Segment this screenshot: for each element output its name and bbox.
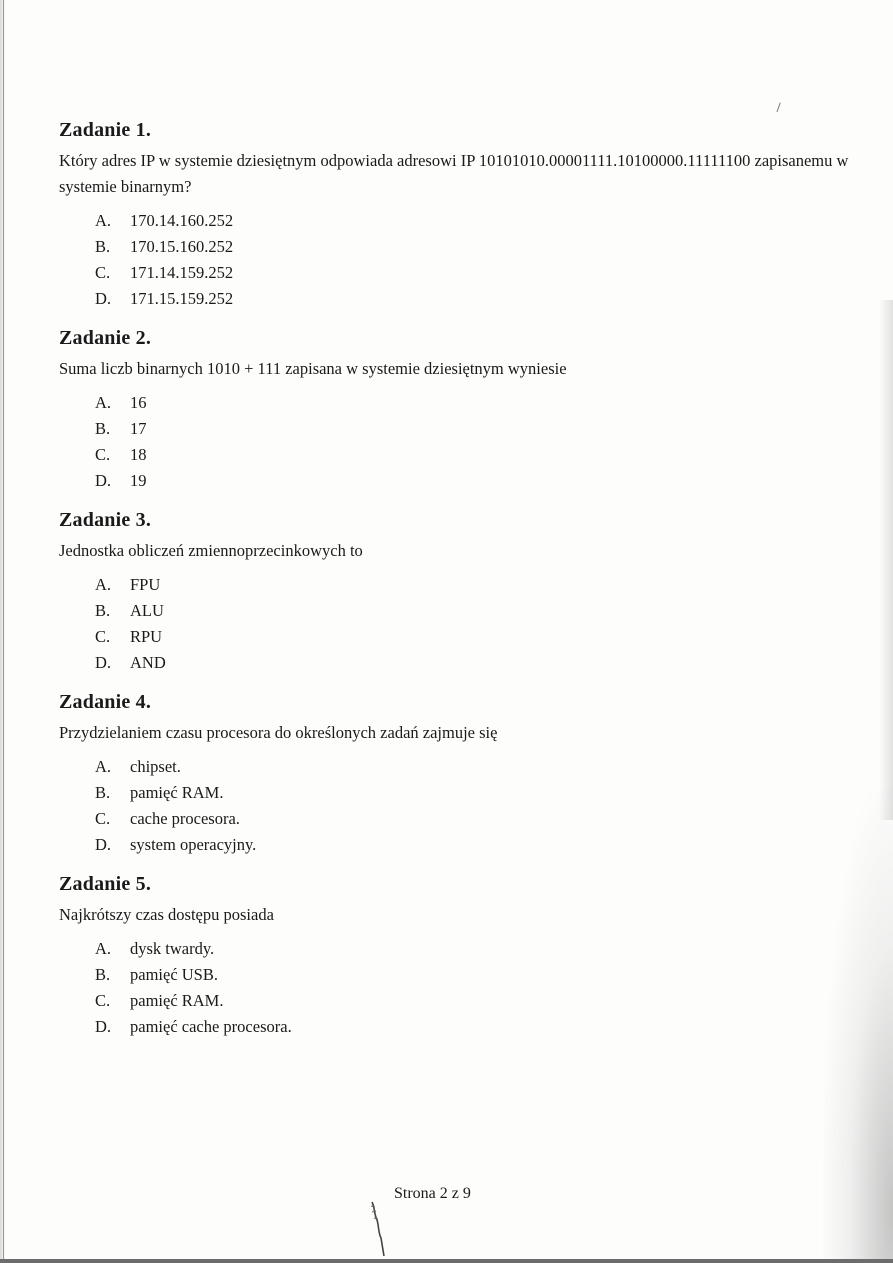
task-title: Zadanie 1. xyxy=(59,119,152,141)
answer-option-d xyxy=(95,286,859,312)
answer-option-a xyxy=(95,572,859,598)
option-text: cache procesora. xyxy=(130,809,240,828)
option-letter: D. xyxy=(95,1017,112,1036)
answer-option-a xyxy=(95,390,859,416)
task-title: Zadanie 2. xyxy=(59,327,152,349)
answer-option-c xyxy=(95,624,859,650)
answer-option-b xyxy=(95,780,859,806)
option-text: 171.14.159.252 xyxy=(130,263,234,282)
option-letter: C. xyxy=(95,627,111,646)
task-title: Zadanie 3. xyxy=(59,509,152,531)
option-text: FPU xyxy=(130,575,161,594)
task-question: Przydzielaniem czasu procesora do określonych zadań zajmuje się xyxy=(59,723,498,742)
answer-option-a xyxy=(95,936,859,962)
option-text: RPU xyxy=(130,627,163,646)
option-text: 171.15.159.252 xyxy=(130,289,234,308)
option-letter: A. xyxy=(95,575,112,594)
task-question: Który adres IP w systemie dziesiętnym odpowiada adresowi IP 10101010.00001111.10100000.11111100 zapisanemu w systemie binarnym? xyxy=(59,151,849,196)
option-letter: A. xyxy=(95,939,112,958)
answer-option-c xyxy=(95,806,859,832)
answer-options xyxy=(95,572,859,676)
task-title: Zadanie 5. xyxy=(59,873,152,895)
option-letter: A. xyxy=(95,757,112,776)
task-question: Najkrótszy czas dostępu posiada xyxy=(59,905,274,924)
task-3 xyxy=(59,506,859,676)
option-letter: D. xyxy=(95,471,112,490)
option-letter: C. xyxy=(95,445,111,464)
option-letter: B. xyxy=(95,601,111,620)
answer-options xyxy=(95,390,859,494)
pencil-mark xyxy=(776,102,784,113)
option-letter: B. xyxy=(95,237,111,256)
answer-option-b xyxy=(95,416,859,442)
answer-option-d xyxy=(95,468,859,494)
option-letter: C. xyxy=(95,263,111,282)
page-number: Strona 2 z 9 xyxy=(394,1185,471,1202)
option-letter: B. xyxy=(95,965,111,984)
task-question: Jednostka obliczeń zmiennoprzecinkowych to xyxy=(59,541,363,560)
scan-edge-left xyxy=(0,0,6,1263)
option-letter: D. xyxy=(95,835,112,854)
option-text: 16 xyxy=(130,393,147,412)
answer-option-b xyxy=(95,962,859,988)
option-letter: D. xyxy=(95,653,112,672)
option-text: system operacyjny. xyxy=(130,835,257,854)
option-text: ALU xyxy=(130,601,164,620)
answer-option-d xyxy=(95,1014,859,1040)
scan-shadow-upper xyxy=(879,300,893,820)
answer-options xyxy=(95,936,859,1040)
answer-option-b xyxy=(95,598,859,624)
task-2 xyxy=(59,324,859,494)
answer-option-d xyxy=(95,832,859,858)
answer-options xyxy=(95,754,859,858)
option-text: pamięć cache procesora. xyxy=(130,1017,292,1036)
signature-mark-icon xyxy=(366,1198,394,1258)
task-5 xyxy=(59,870,859,1040)
option-text: 18 xyxy=(130,445,147,464)
option-text: pamięć RAM. xyxy=(130,991,224,1010)
option-letter: C. xyxy=(95,809,111,828)
scan-edge-bottom xyxy=(0,1259,893,1263)
answer-option-c xyxy=(95,260,859,286)
option-letter: A. xyxy=(95,393,112,412)
answer-option-a xyxy=(95,754,859,780)
option-text: AND xyxy=(130,653,166,672)
option-letter: B. xyxy=(95,783,111,802)
option-letter: D. xyxy=(95,289,112,308)
task-question: Suma liczb binarnych 1010 + 111 zapisana w systemie dziesiętnym wyniesie xyxy=(59,359,567,378)
option-text: dysk twardy. xyxy=(130,939,215,958)
option-letter: B. xyxy=(95,419,111,438)
option-text: pamięć USB. xyxy=(130,965,218,984)
answer-option-c xyxy=(95,442,859,468)
answer-option-c xyxy=(95,988,859,1014)
option-text: chipset. xyxy=(130,757,181,776)
option-text: 170.14.160.252 xyxy=(130,211,234,230)
task-1 xyxy=(59,116,859,312)
answer-option-a xyxy=(95,208,859,234)
option-text: pamięć RAM. xyxy=(130,783,224,802)
option-letter: A. xyxy=(95,211,112,230)
task-title: Zadanie 4. xyxy=(59,691,152,713)
answer-option-b xyxy=(95,234,859,260)
option-text: 19 xyxy=(130,471,147,490)
task-4 xyxy=(59,688,859,858)
option-text: 17 xyxy=(130,419,147,438)
answer-options xyxy=(95,208,859,312)
option-text: 170.15.160.252 xyxy=(130,237,234,256)
option-letter: C. xyxy=(95,991,111,1010)
answer-option-d xyxy=(95,650,859,676)
task-list xyxy=(59,116,859,1040)
